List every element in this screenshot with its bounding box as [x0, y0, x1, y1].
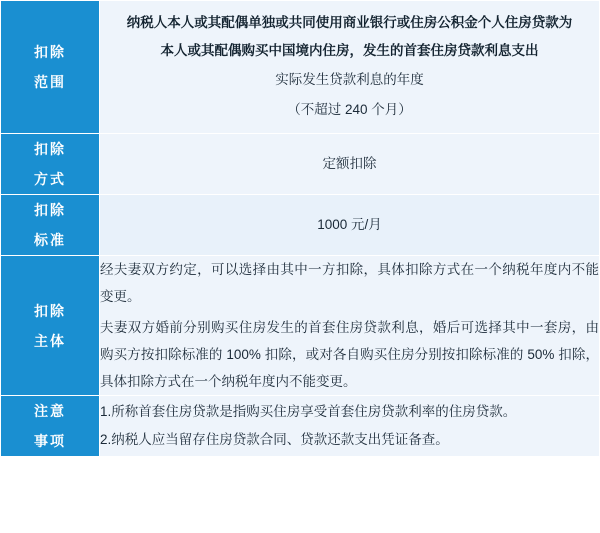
scope-heading-line-1: 纳税人本人或其配偶单独或共同使用商业银行或住房公积金个人住房贷款为: [126, 15, 573, 30]
subject-paragraph-1: 经夫妻双方约定，可以选择由其中一方扣除，具体扣除方式在一个纳税年度内不能变更。: [100, 262, 599, 304]
row-content-notes: [100, 396, 600, 457]
row-label-subject-line-2: 主体: [34, 332, 66, 349]
row-content-subject: [100, 256, 600, 396]
row-content-method: [100, 134, 600, 195]
row-content-standard: [100, 195, 600, 256]
table-row-standard: [1, 195, 600, 256]
row-label-subject-line-1: 扣除: [34, 302, 66, 319]
table-row-notes: [1, 396, 600, 457]
row-label-notes: [1, 396, 100, 457]
row-label-standard-line-2: 标准: [34, 232, 66, 248]
table-row-scope: [1, 1, 600, 134]
row-label-scope-line-2: 范围: [34, 74, 66, 90]
row-label-standard: [1, 195, 100, 256]
row-label-method: [1, 134, 100, 195]
row-label-method-line-1: 扣除: [34, 141, 66, 157]
row-label-method-line-2: 方式: [34, 171, 66, 187]
row-label-scope-line-1: 扣除: [34, 44, 66, 60]
table-row-subject: [1, 256, 600, 396]
row-label-subject: [1, 256, 100, 396]
scope-sub-line-2: （不超过 240 个月）: [287, 102, 412, 117]
scope-heading-line-2: 本人或其配偶购买中国境内住房，发生的首套住房贷款利息支出: [160, 43, 539, 58]
row-label-standard-line-1: 扣除: [34, 202, 66, 218]
row-label-scope: [1, 1, 100, 134]
table-row-method: [1, 134, 600, 195]
note-item-1: 1.所称首套住房贷款是指购买住房享受首套住房贷款利率的住房贷款。: [100, 404, 517, 419]
method-value: 定额扣除: [322, 156, 377, 171]
subject-paragraph-2: 夫妻双方婚前分别购买住房发生的首套住房贷款利息，婚后可选择其中一套房，由购买方按扣除标准的 100% 扣除，或对各自购买住房分别按扣除标准的 50% 扣除，具体扣除方式在一个纳税年度内不能变更。: [100, 320, 599, 389]
row-label-notes-line-2: 事项: [34, 433, 66, 449]
row-label-notes-line-1: 注意: [34, 403, 66, 419]
row-content-scope: [100, 1, 600, 134]
note-item-2: 2.纳税人应当留存住房贷款合同、贷款还款支出凭证备查。: [100, 432, 449, 447]
scope-sub-line-1: 实际发生贷款利息的年度: [275, 72, 424, 87]
standard-value: 1000 元/月: [317, 217, 382, 232]
